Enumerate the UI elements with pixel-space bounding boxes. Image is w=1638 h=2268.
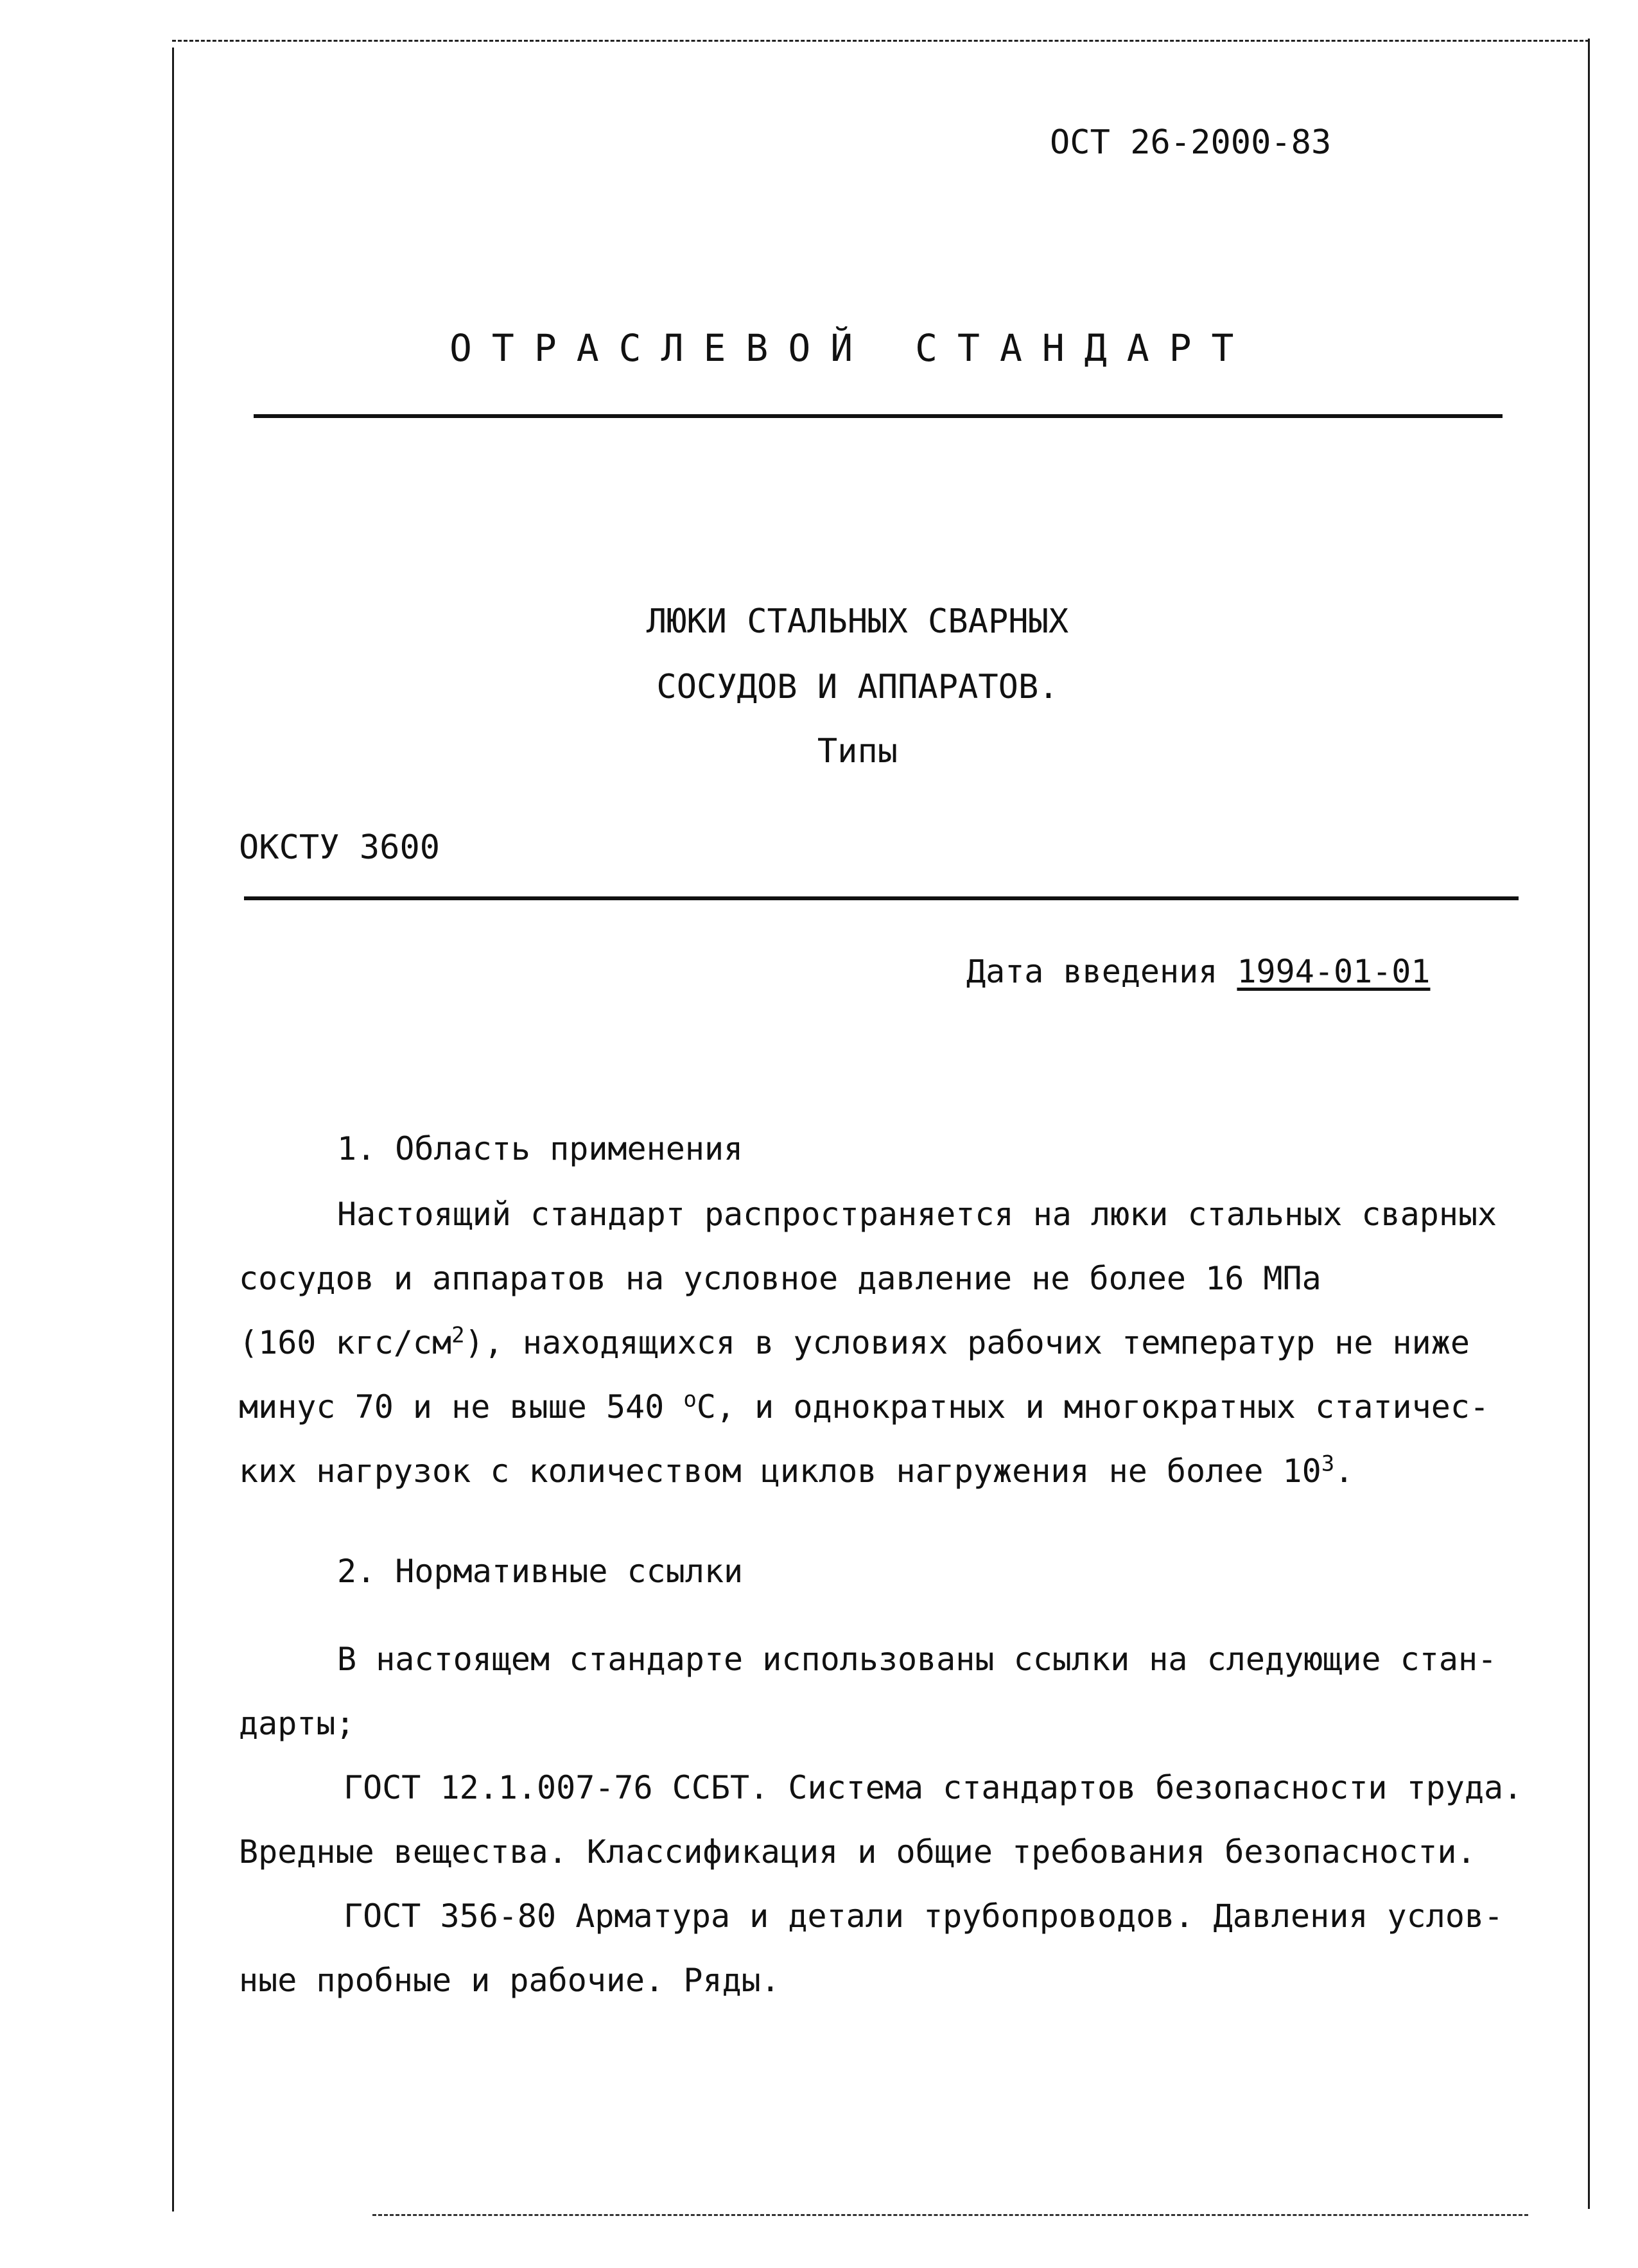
document-number: ОСТ 26-2000-83 xyxy=(1050,123,1332,162)
superscript: o xyxy=(683,1386,697,1413)
title-line-1: ЛЮКИ СТАЛЬНЫХ СВАРНЫХ xyxy=(646,602,1069,641)
section-2-heading: 2. Нормативные ссылки xyxy=(337,1553,744,1590)
introduction-date-value: 1994-01-01 xyxy=(1237,953,1431,990)
section-1-heading: 1. Область применения xyxy=(337,1130,744,1167)
text-run: С, и однократных и многократных статичес- xyxy=(696,1388,1490,1426)
text-run: . xyxy=(1334,1452,1354,1490)
section-2-line-3: ГОСТ 12.1.007-76 ССБТ. Система стандартов безопасности труда. xyxy=(344,1769,1523,1806)
section-1-line-5 xyxy=(239,1452,1354,1490)
introduction-date xyxy=(966,953,1430,990)
title-line-3: Типы xyxy=(817,732,898,771)
section-2-line-4: Вредные вещества. Классификация и общие требования безопасности. xyxy=(239,1833,1476,1871)
section-1-line-1: Настоящий стандарт распространяется на люки стальных сварных xyxy=(337,1196,1497,1233)
text-run: минус 70 и не выше 540 xyxy=(239,1388,684,1426)
page-frame-right xyxy=(1588,39,1590,2209)
section-1-line-2: сосудов и аппаратов на условное давление не более 16 МПа xyxy=(239,1260,1321,1297)
page-frame-top xyxy=(172,40,1589,42)
section-1-line-3 xyxy=(239,1324,1470,1361)
section-2-line-1: В настоящем стандарте использованы ссылки на следующие стан- xyxy=(337,1641,1497,1678)
superscript: 2 xyxy=(451,1322,465,1348)
text-run: ких нагрузок с количеством циклов нагружения не более 10 xyxy=(239,1452,1321,1490)
introduction-date-label: Дата введения xyxy=(966,953,1218,990)
text-run: (160 кгс/см xyxy=(239,1324,452,1361)
section-2-line-6: ные пробные и рабочие. Ряды. xyxy=(239,1962,780,1999)
classification-code: ОКСТУ 3600 xyxy=(239,828,440,867)
header-rule xyxy=(254,414,1503,418)
standard-heading: ОТРАСЛЕВОЙ СТАНДАРТ xyxy=(449,326,1254,370)
section-2-line-2: дарты; xyxy=(239,1705,355,1742)
text-run: ), находящихся в условиях рабочих температур не ниже xyxy=(464,1324,1470,1361)
title-line-2: СОСУДОВ И АППАРАТОВ. xyxy=(656,668,1059,706)
page-frame-bottom xyxy=(372,2214,1528,2216)
page-frame-left xyxy=(172,48,174,2211)
section-1-line-4 xyxy=(239,1388,1489,1426)
section-2-line-5: ГОСТ 356-80 Арматура и детали трубопроводов. Давления услов- xyxy=(344,1897,1504,1935)
classification-rule xyxy=(244,896,1519,900)
superscript: 3 xyxy=(1321,1451,1335,1477)
